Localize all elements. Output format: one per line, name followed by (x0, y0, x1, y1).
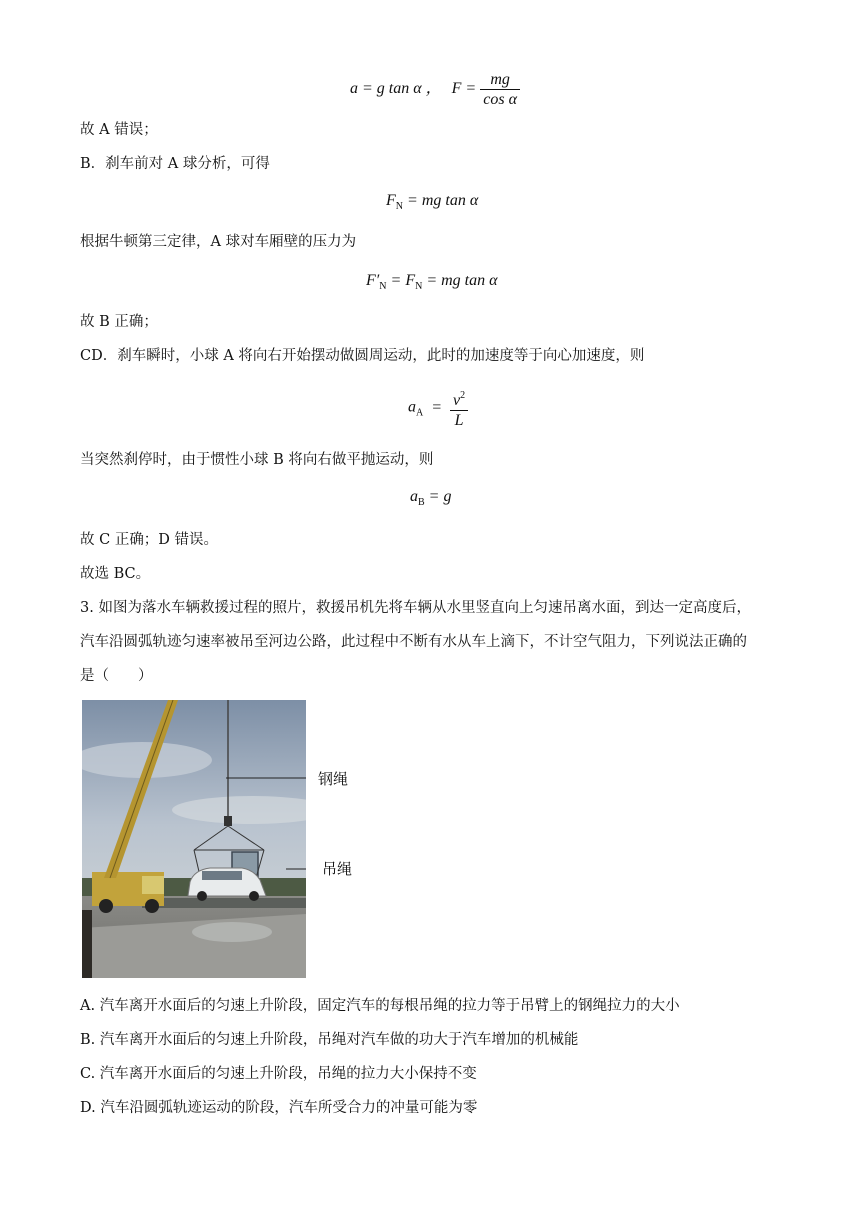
formula-sub: N (379, 281, 387, 292)
fraction-v2-L (450, 386, 468, 430)
text-line: 故 C 正确；D 错误。 (80, 532, 219, 548)
fraction-denominator: cos α (483, 91, 517, 108)
fraction-mg-cos (480, 70, 520, 109)
formula-sub: N (415, 281, 423, 292)
formula-F: F = (451, 80, 477, 98)
formula-part: a (410, 488, 418, 505)
text-line: 故选 BC。 (80, 566, 151, 582)
formula-part: = F (390, 272, 416, 289)
formula-part: = g (428, 488, 452, 505)
callout-leaders (226, 770, 326, 880)
formula-sub: N (395, 201, 404, 212)
label-steel-rope: 钢绳 (318, 770, 349, 788)
formula-sup: 2 (460, 390, 466, 401)
fraction-numerator: mg (480, 70, 520, 90)
question-3-stem: 汽车沿圆弧轨迹匀速率被吊至河边公路，此过程中不断有水从车上滴下，不计空气阻力，下列说法正确的 (80, 634, 747, 650)
formula-sub: A (416, 407, 424, 419)
option-b: B. 汽车离开水面后的匀速上升阶段，吊绳对汽车做的功大于汽车增加的机械能 (80, 1032, 579, 1048)
formula-part: = mg tan α (426, 272, 498, 289)
text-line: B．刹车前对 A 球分析，可得 (80, 156, 270, 172)
formula-normal-force (386, 192, 478, 212)
text-line: 根据牛顿第三定律，A 球对车厢壁的压力为 (80, 234, 357, 250)
formula-part: F (386, 192, 396, 209)
formula-part: v (453, 392, 461, 409)
label-sling: 吊绳 (322, 860, 353, 878)
option-c: C. 汽车离开水面后的匀速上升阶段，吊绳的拉力大小保持不变 (80, 1066, 477, 1082)
formula-part: = mg tan α (407, 192, 479, 209)
text-line: 故 B 正确； (80, 314, 158, 330)
fraction-denominator: L (454, 412, 464, 429)
text-line: 故 A 错误； (80, 122, 158, 138)
formula-sub: B (418, 497, 425, 508)
formula-part: F′ (366, 272, 380, 289)
question-3-stem: 是（ ） (80, 668, 153, 684)
text-line: 当突然刹停时，由于惯性小球 B 将向右做平抛运动，则 (80, 452, 434, 468)
text-line: CD．刹车瞬时，小球 A 将向右开始摆动做圆周运动，此时的加速度等于向心加速度，则 (80, 348, 645, 364)
formula-acceleration-tension (350, 70, 520, 109)
option-d: D. 汽车沿圆弧轨迹运动的阶段，汽车所受合力的冲量可能为零 (80, 1100, 478, 1116)
formula-part: a (408, 398, 416, 416)
formula-third-law (366, 272, 498, 292)
formula-centripetal (408, 386, 468, 430)
formula-part: = (431, 398, 443, 416)
option-a: A. 汽车离开水面后的匀速上升阶段，固定汽车的每根吊绳的拉力等于吊臂上的钢绳拉力的大小 (80, 998, 680, 1014)
formula-projectile (410, 488, 451, 508)
fraction-numerator (450, 386, 468, 411)
question-3-stem: 3. 如图为落水车辆救援过程的照片，救援吊机先将车辆从水里竖直向上匀速吊离水面，到达一定高度后， (80, 600, 751, 616)
formula-a: a = g tan α ， (350, 80, 442, 98)
